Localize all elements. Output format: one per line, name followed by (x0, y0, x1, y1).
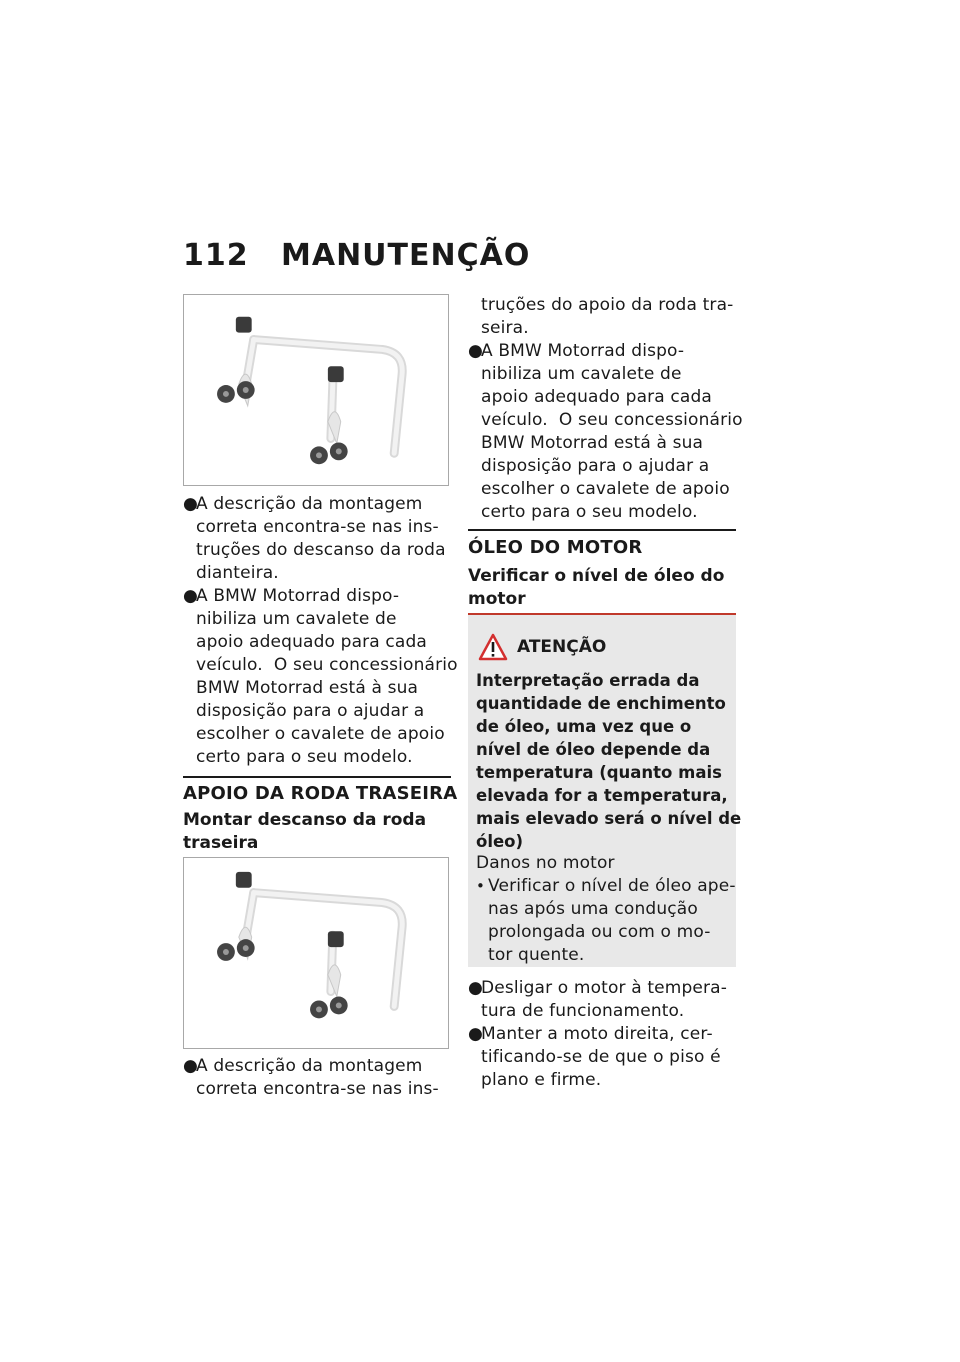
warning-consequence: Danos no motor (476, 853, 615, 873)
page-title: MANUTENÇÃO (281, 238, 531, 273)
bullet-dot: ● (183, 1056, 198, 1076)
section-title-engine-oil: ÓLEO DO MOTOR (468, 537, 643, 558)
left-bullet2-line7: escolher o cavalete de apoio (196, 724, 445, 744)
warning-bold-line1: Interpretação errada da (476, 671, 700, 690)
warning-bold-line5: temperatura (quanto mais (476, 763, 722, 782)
left-bullet3-line1: A descrição da montagem (196, 1056, 423, 1076)
right-bullet-line4: veículo. O seu concessionário (481, 410, 743, 430)
page-header (183, 238, 530, 273)
bullet-dot: ● (468, 341, 483, 361)
page-number: 112 (183, 238, 249, 273)
bullet-dot: ● (183, 586, 198, 606)
warning-action-line3: prolongada ou com o mo- (488, 922, 711, 942)
paddock-stand-drawing (184, 295, 448, 485)
right-bullet-line6: disposição para o ajudar a (481, 456, 710, 476)
bullet-dot: ● (468, 978, 483, 998)
left-bullet2-line2: nibiliza um cavalete de (196, 609, 397, 629)
left-bullet2-line1: A BMW Motorrad dispo- (196, 586, 400, 606)
right-bullet-line3: apoio adequado para cada (481, 387, 712, 407)
right-step2-line2: tificando-se de que o piso é (481, 1047, 721, 1067)
right-bullet-line2: nibiliza um cavalete de (481, 364, 682, 384)
right-step1-line1: Desligar o motor à tempera- (481, 978, 728, 998)
section-rule (468, 529, 736, 531)
subsection-title-line1: Montar descanso da roda (183, 810, 427, 830)
subsection-title-line1: Verificar o nível de óleo do (468, 566, 725, 586)
left-bullet2-line3: apoio adequado para cada (196, 632, 427, 652)
right-bullet-line7: escolher o cavalete de apoio (481, 479, 730, 499)
section-rule (183, 776, 451, 778)
right-bullet-line1: A BMW Motorrad dispo- (481, 341, 685, 361)
right-step1-line2: tura de funcionamento. (481, 1001, 685, 1021)
warning-title: ATENÇÃO (517, 637, 607, 657)
right-cont-line1: truções do apoio da roda tra- (481, 295, 734, 315)
bullet-dot: ● (468, 1024, 483, 1044)
left-bullet1-line4: dianteira. (196, 563, 279, 583)
section-title-rear-stand: APOIO DA RODA TRASEIRA (183, 783, 458, 804)
warning-bold-line6: elevada for a temperatura, (476, 786, 728, 805)
warning-bold-line3: de óleo, uma vez que o (476, 717, 692, 736)
left-bullet1-line3: truções do descanso da roda (196, 540, 446, 560)
left-bullet2-line6: disposição para o ajudar a (196, 701, 425, 721)
warning-bold-line2: quantidade de enchimento (476, 694, 726, 713)
warning-action-line4: tor quente. (488, 945, 585, 965)
right-step2-line3: plano e firme. (481, 1070, 602, 1090)
paddock-stand-illustration-front (183, 294, 449, 486)
subsection-title-line2: traseira (183, 833, 259, 853)
warning-action-line2: nas após uma condução (488, 899, 698, 919)
bullet-dot: ● (183, 494, 198, 514)
right-bullet-line5: BMW Motorrad está à sua (481, 433, 704, 453)
left-bullet3-line2: correta encontra-se nas ins- (196, 1079, 439, 1099)
warning-box (468, 615, 742, 967)
right-cont-line2: seira. (481, 318, 529, 338)
warning-bold-line7: mais elevado será o nível de (476, 809, 742, 828)
left-bullet1-line1: A descrição da montagem (196, 494, 423, 514)
right-bullet-line8: certo para o seu modelo. (481, 502, 698, 522)
left-bullet2-line8: certo para o seu modelo. (196, 747, 413, 767)
left-bullet1-line2: correta encontra-se nas ins- (196, 517, 439, 537)
warning-action-line1: Verificar o nível de óleo ape- (488, 876, 736, 896)
paddock-stand-drawing (184, 858, 448, 1048)
paddock-stand-illustration-rear (183, 857, 449, 1049)
warning-bold-line8: óleo) (476, 832, 524, 851)
right-step2-line1: Manter a moto direita, cer- (481, 1024, 713, 1044)
bullet-dot: • (476, 877, 485, 895)
warning-triangle-icon (478, 633, 508, 661)
left-bullet2-line5: BMW Motorrad está à sua (196, 678, 419, 698)
subsection-title-line2: motor (468, 589, 526, 609)
warning-bold-line4: nível de óleo depende da (476, 740, 711, 759)
left-bullet2-line4: veículo. O seu concessionário (196, 655, 458, 675)
